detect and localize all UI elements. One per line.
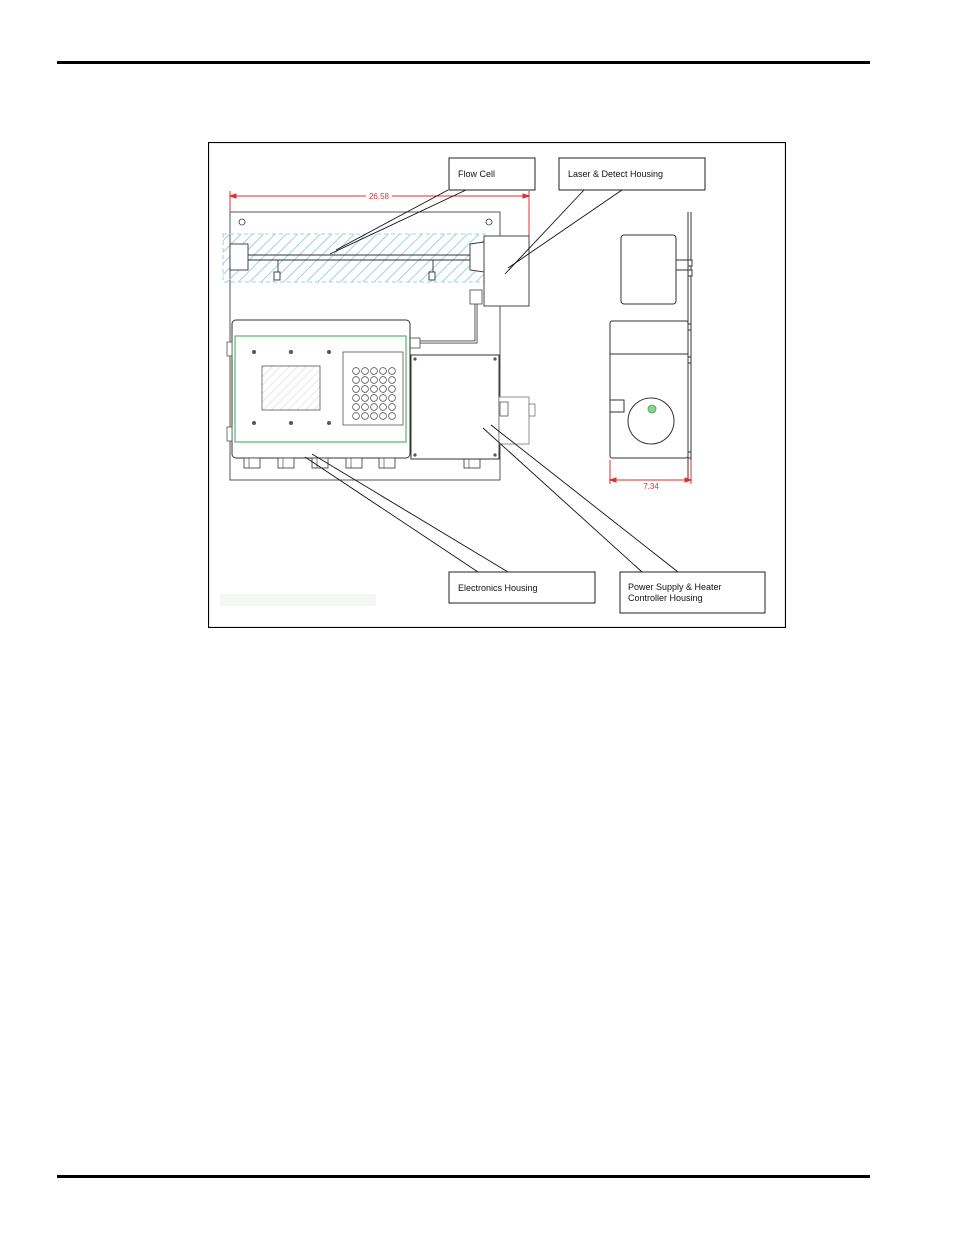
power-supply-housing [411,355,499,459]
display-window [262,366,320,410]
callout-power-supply-text-1: Power Supply & Heater [628,582,722,592]
header-rule [57,61,870,64]
depth-dimension-label: 7.34 [643,482,659,491]
keypad-key [389,386,396,393]
keypad-key [380,386,387,393]
cable-gland [278,458,294,468]
callout-power-supply-text-2: Controller Housing [628,593,703,603]
keypad-key [362,368,369,375]
keypad-key [362,413,369,420]
keypad-key [380,368,387,375]
keypad-key [389,368,396,375]
keypad-key [371,395,378,402]
keypad-key [353,395,360,402]
electronics-side-tab-1 [227,342,232,356]
keypad-key [389,395,396,402]
keypad-key [353,386,360,393]
tubing-fitting [410,338,420,348]
keypad-key [380,404,387,411]
electronics-side-tab-2 [227,427,232,441]
keypad-key [389,413,396,420]
keypad-key [380,395,387,402]
keypad-key [353,368,360,375]
flow-cell-zone [223,234,485,282]
keypad-key [353,404,360,411]
keypad-key [362,377,369,384]
keypad-key [362,386,369,393]
cable-gland [244,458,260,468]
width-dimension-label: 26.58 [368,192,390,201]
cable-gland [379,458,395,468]
keypad-key [389,377,396,384]
callout-electronics-text: Electronics Housing [458,583,538,593]
keypad-key [371,404,378,411]
keypad-key [371,386,378,393]
side-view-indicator [648,405,656,413]
keypad-key [380,413,387,420]
callout-flow-cell-text: Flow Cell [458,169,496,179]
faint-footer-band [220,594,376,606]
housing-layout-drawing [208,142,786,628]
cable-gland [346,458,362,468]
keypad-key [362,395,369,402]
keypad-key [371,377,378,384]
keypad-key [389,404,396,411]
tubing-elbow [470,290,482,304]
keypad-key [371,413,378,420]
keypad-key [362,404,369,411]
keypad-key [353,377,360,384]
footer-rule [57,1175,870,1178]
laser-detect-housing [484,236,529,306]
keypad-key [380,377,387,384]
keypad-key [371,368,378,375]
callout-laser-detect-text: Laser & Detect Housing [568,169,664,179]
keypad-key [353,413,360,420]
